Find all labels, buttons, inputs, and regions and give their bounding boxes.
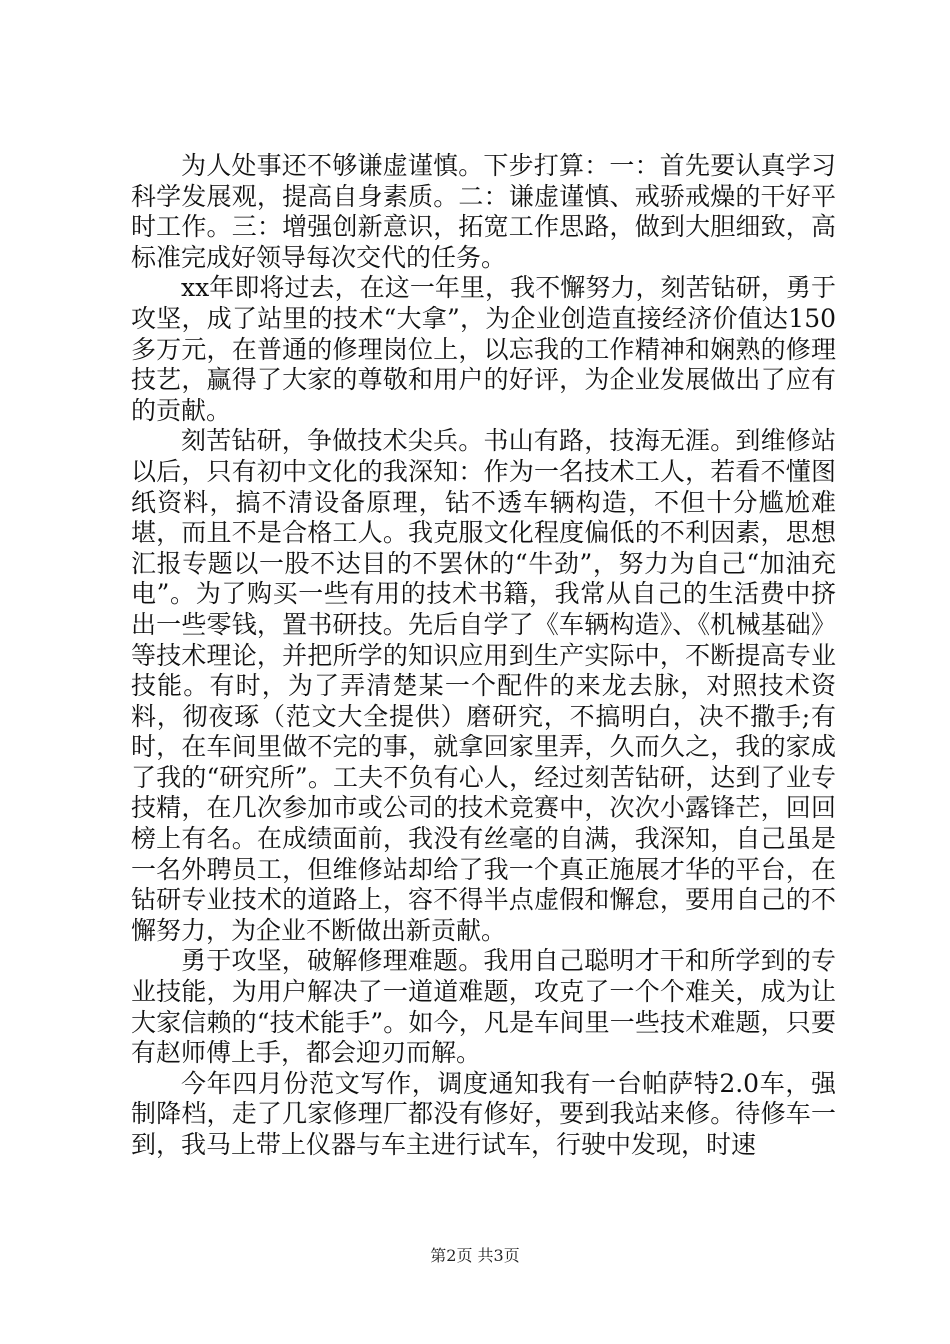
document-body	[131, 151, 836, 1161]
paragraph-2: xx年即将过去，在这一年里，我不懈努力，刻苦钻研，勇于攻坚，成了站里的技术“大拿”，为企业创造直接经济价值达150多万元，在普通的修理岗位上，以忘我的工作精神和娴熟的修理技艺，赢得了大家的尊敬和用户的好评，为企业发展做出了应有的贡献。	[131, 273, 836, 425]
paragraph-5: 今年四月份范文写作，调度通知我有一台帕萨特2.0车，强制降档，走了几家修理厂都没有修好，要到我站来修。待修车一到，我马上带上仪器与车主进行试车，行驶中发现，时速	[131, 1068, 836, 1159]
paragraph-1: 为人处事还不够谦虚谨慎。下步打算：一：首先要认真学习科学发展观，提高自身素质。二：谦虚谨慎、戒骄戒燥的干好平时工作。三：增强创新意识，拓宽工作思路，做到大胆细致，高标准完成好领导每次交代的任务。	[131, 151, 836, 272]
paragraph-4: 勇于攻坚，破解修理难题。我用自己聪明才干和所学到的专业技能，为用户解决了一道道难题，攻克了一个个难关，成为让大家信赖的“技术能手”。如今，凡是车间里一些技术难题，只要有赵师傅上手，都会迎刃而解。	[131, 946, 836, 1068]
paragraph-3: 刻苦钻研，争做技术尖兵。书山有路，技海无涯。到维修站以后，只有初中文化的我深知：作为一名技术工人，若看不懂图纸资料，搞不清设备原理，钻不透车辆构造，不但十分尴尬难堪，而且不是合格工人。我克服文化程度偏低的不利因素，思想汇报专题以一股不达目的不罢休的“牛劲”，努力为自己“加油充电”。为了购买一些有用的技术书籍，我常从自己的生活费中挤出一些零钱，置书研技。先后自学了《车辆构造》、《机械基础》等技术理论，并把所学的知识应用到生产实际中，不断提高专业技能。有时，为了弄清楚某一个配件的来龙去脉，对照技术资料，彻夜琢（范文大全提供）磨研究，不搞明白，决不撒手;有时，在车间里做不完的事，就拿回家里弄，久而久之，我的家成了我的“研究所”。工夫不负有心人，经过刻苦钻研，达到了业专技精，在几次参加市或公司的技术竞赛中，次次小露锋芒，回回榜上有名。在成绩面前，我没有丝毫的自满，我深知，自己虽是一名外聘员工，但维修站却给了我一个真正施展才华的平台，在钻研专业技术的道路上，容不得半点虚假和懈怠，要用自己的不懈努力，为企业不断做出新贡献。	[131, 426, 836, 945]
page-footer: 第2页 共3页	[430, 1246, 520, 1265]
